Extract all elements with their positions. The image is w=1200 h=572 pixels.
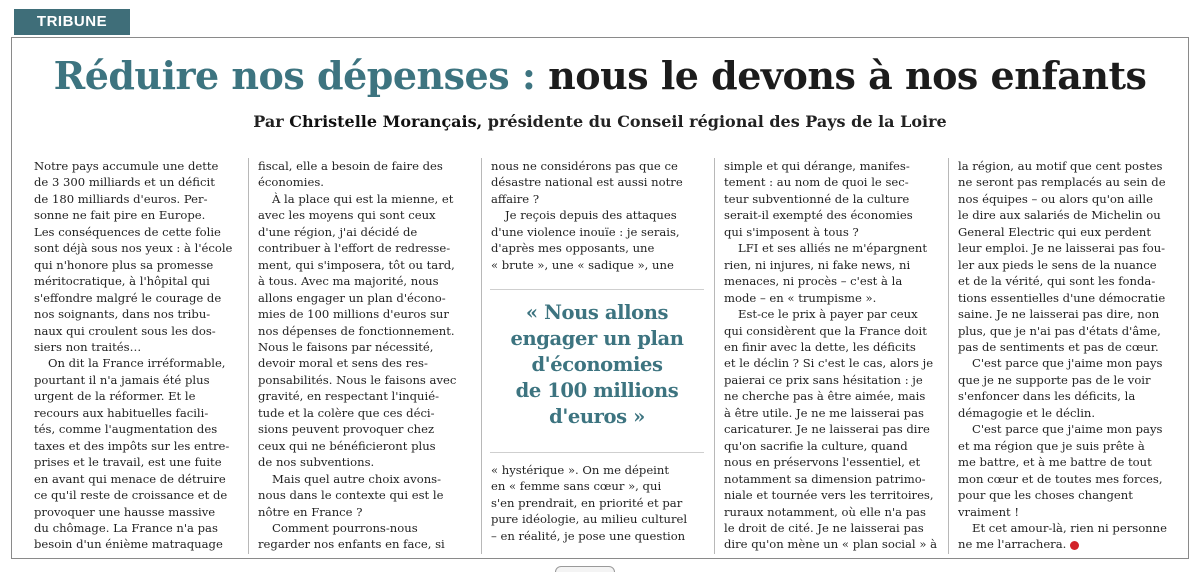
text-line: le droit de cité. Je ne laisserai pas <box>724 520 924 535</box>
headline-accent: Réduire nos dépenses : <box>53 53 536 98</box>
text-line: saine. Je ne laisserai pas dire, non <box>958 307 1160 322</box>
pull-quote-line: d'économies <box>531 353 663 376</box>
text-line: Est-ce le prix à payer par ceux <box>738 307 918 322</box>
page-scroll-handle[interactable] <box>555 566 615 572</box>
article-column-1 <box>34 158 233 553</box>
text-line: notamment sa dimension patrimo- <box>724 471 926 486</box>
text-line: ce qu'il reste de croissance et de <box>34 488 228 503</box>
text-line: s'effondre malgré le courage de <box>34 290 222 305</box>
text-line: taxes et des impôts sur les entre- <box>34 438 230 453</box>
paragraph <box>958 421 1163 520</box>
text-line: C'est parce que j'aime mon pays <box>972 356 1163 371</box>
text-line: qui considèrent que la France doit <box>724 323 927 338</box>
text-line: simple et qui dérange, manifes- <box>724 159 910 173</box>
text-line: la région, au motif que cent postes <box>958 159 1163 173</box>
text-line: méritocratique, à l'hôpital qui <box>34 274 210 289</box>
text-line: LFI et ses alliés ne m'épargnent <box>738 241 927 256</box>
text-line: regarder nos enfants en face, si <box>258 537 445 552</box>
pull-quote-line: engager un plan <box>510 327 684 350</box>
text-line: plus, que je n'ai pas d'états d'âme, <box>958 323 1161 338</box>
text-line: leur emploi. Je ne laisserai pas fou- <box>958 241 1166 256</box>
text-line: à tous. Avec ma majorité, nous <box>258 274 439 289</box>
headline-rest: nous le devons à nos enfants <box>535 53 1147 98</box>
text-line: C'est parce que j'aime mon pays <box>972 422 1163 437</box>
text-line: urgent de la réformer. Et le <box>34 389 196 404</box>
text-line: de 180 milliards d'euros. Per- <box>34 191 208 206</box>
text-line: de 3 300 milliards et un déficit <box>34 175 215 190</box>
text-line: tement : au nom de quoi le sec- <box>724 175 909 190</box>
pull-quote-line: d'euros » <box>549 405 645 428</box>
pull-quote-line: de 100 millions <box>515 379 679 402</box>
text-line: affaire ? <box>491 191 540 206</box>
text-line: rien, ni injures, ni fake news, ni <box>724 257 911 272</box>
text-line: caricaturer. Je ne laisserai pas dire <box>724 422 930 437</box>
text-line: niale et tournée vers les territoires, <box>724 488 934 503</box>
text-line: ment, qui s'imposera, tôt ou tard, <box>258 257 455 272</box>
text-line: nos dépenses de fonctionnement. <box>258 323 455 338</box>
text-line: ne me l'arrachera. <box>958 536 1142 552</box>
text-line: tés, comme l'augmentation des <box>34 422 218 437</box>
text-line: s'en prendrait, en priorité et par <box>491 495 683 510</box>
text-line: nos soignants, dans nos tribu- <box>34 307 211 322</box>
paragraph <box>34 355 230 552</box>
text-line: besoin d'un énième matraquage <box>34 537 223 552</box>
text-line: nous dans le contexte qui est le <box>258 488 444 503</box>
text-line: me battre, et à me battre de tout <box>958 455 1152 470</box>
text-line: teur subventionné de la culture <box>724 191 910 206</box>
text-line: pour que les choses changent <box>958 488 1133 503</box>
paragraph <box>258 520 445 553</box>
text-line: mies de 100 millions d'euros sur <box>258 307 449 322</box>
text-line: en « femme sans cœur », qui <box>491 479 662 494</box>
text-line: Comment pourrons-nous <box>272 520 418 535</box>
text-line: À la place qui est la mienne, et <box>272 191 454 206</box>
paragraph <box>34 158 233 355</box>
paragraph <box>491 207 680 273</box>
text-line: On dit la France irréformable, <box>48 356 226 371</box>
text-line: du chômage. La France n'a pas <box>34 520 218 535</box>
paragraph <box>491 158 683 207</box>
text-line: le dire aux salariés de Michelin ou <box>958 208 1161 223</box>
text-line: démagogie et le déclin. <box>958 405 1096 420</box>
paragraph <box>724 306 938 553</box>
text-line: prises et le travail, est une fuite <box>34 455 222 470</box>
text-line: ler aux pieds le sens de la nuance <box>958 257 1157 272</box>
headline <box>0 52 1200 100</box>
end-mark-icon <box>1070 541 1079 550</box>
text-line: contribuer à l'effort de redresse- <box>258 241 451 256</box>
text-line: « hystérique ». On me dépeint <box>491 463 670 477</box>
text-line: et de la vérité, qui sont les fonda- <box>958 274 1156 289</box>
paragraph <box>258 191 457 471</box>
text-line: Notre pays accumule une dette <box>34 159 219 173</box>
pull-quote <box>490 300 704 430</box>
text-line: provoquer une hausse massive <box>34 504 216 519</box>
text-line: naux qui croulent sous les dos- <box>34 323 216 338</box>
text-line: fiscal, elle a besoin de faire des <box>258 159 443 173</box>
text-line: Je reçois depuis des attaques <box>505 208 677 223</box>
paragraph <box>258 471 442 520</box>
text-line: nos équipes – ou alors qu'on aille <box>958 191 1153 206</box>
text-line: de nos subventions. <box>258 455 375 470</box>
text-line: qu'on sacrifie la culture, quand <box>724 438 908 453</box>
text-line: d'une violence inouïe : je serais, <box>491 224 680 239</box>
pull-quote-rule-bottom <box>490 452 704 453</box>
text-line: paierai ce prix sans hésitation : je <box>724 372 923 387</box>
text-line: allons engager un plan d'écono- <box>258 290 446 305</box>
text-line: s'enfoncer dans les déficits, la <box>958 389 1136 404</box>
text-line: avec les moyens qui sont ceux <box>258 208 436 223</box>
column-divider <box>248 158 249 554</box>
paragraph <box>724 158 913 240</box>
text-line: menaces, ni procès – c'est à la <box>724 274 903 289</box>
text-line: ne seront pas remplacés au sein de <box>958 175 1166 190</box>
text-line: sont déjà sous nos yeux : à l'école <box>34 241 233 256</box>
column-divider <box>948 158 949 554</box>
text-line: économies. <box>258 175 324 190</box>
column-divider <box>714 158 715 554</box>
text-line: sonne ne fait pire en Europe. <box>34 208 206 223</box>
text-line: devoir moral et sens des res- <box>258 356 428 371</box>
text-line: serait-il exempté des économies <box>724 208 913 223</box>
text-line: Et cet amour-là, rien ni personne <box>972 520 1167 535</box>
article-column-5 <box>958 158 1167 553</box>
paragraph <box>491 462 688 544</box>
article-column-3-continued <box>491 462 688 544</box>
paragraph <box>724 240 927 306</box>
text-line: General Electric qui eux perdent <box>958 224 1151 239</box>
text-line: pourtant il n'a jamais été plus <box>34 372 210 387</box>
text-line: et le déclin ? Si c'est le cas, alors je <box>724 356 934 371</box>
text-line: siers non traités… <box>34 339 142 354</box>
paragraph <box>958 158 1166 355</box>
section-tag: TRIBUNE <box>14 9 130 35</box>
byline-author: Christelle Morançais, <box>289 112 483 131</box>
text-line: ponsabilités. Nous le faisons avec <box>258 372 457 387</box>
text-line: Les conséquences de cette folie <box>34 224 221 239</box>
text-line: gravité, en respectant l'inquié- <box>258 389 439 404</box>
text-line: à être utile. Je ne me laisserai pas <box>724 405 924 420</box>
text-line: que je ne supporte pas de le voir <box>958 372 1151 387</box>
text-line: ruraux notamment, où elle n'a pas <box>724 504 927 519</box>
pull-quote-line: « Nous allons <box>525 301 669 324</box>
text-line: nous en préservons l'essentiel, et <box>724 455 921 470</box>
paragraph <box>258 158 442 191</box>
byline-role: présidente du Conseil régional des Pays de la Loire <box>482 112 947 131</box>
byline <box>0 110 1200 134</box>
text-line: pure idéologie, au milieu culturel <box>491 512 688 527</box>
paragraph <box>958 355 1163 421</box>
text-line: vraiment ! <box>958 504 1020 519</box>
text-line: dire qu'on mène un « plan social » à <box>724 537 938 552</box>
byline-prefix: Par <box>253 112 290 131</box>
text-line: mon cœur et de toutes mes forces, <box>958 471 1163 486</box>
text-line: mode – en « trumpisme ». <box>724 290 877 305</box>
text-line: et ma région que je suis prête à <box>958 438 1145 453</box>
text-line: recours aux habituelles facili- <box>34 405 209 420</box>
text-line: d'une région, j'ai décidé de <box>258 224 418 239</box>
text-line: d'après mes opposants, une <box>491 241 655 256</box>
text-line: « brute », une « sadique », une <box>491 257 674 272</box>
text-line: sions peuvent provoquer chez <box>258 422 435 437</box>
text-line: ne cherche pas à être aimée, mais <box>724 389 926 404</box>
text-line: nous ne considérons pas que ce <box>491 159 678 173</box>
text-line: nôtre en France ? <box>258 504 363 519</box>
article-column-4 <box>724 158 938 553</box>
text-line: tude et la colère que ces déci- <box>258 405 435 420</box>
text-line: qui s'imposent à tous ? <box>724 224 859 239</box>
text-line: en finir avec la dette, les déficits <box>724 339 916 354</box>
text-line: Nous le faisons par nécessité, <box>258 339 434 354</box>
article-column-3 <box>491 158 683 273</box>
paragraph <box>958 520 1167 553</box>
text-line: en avant qui menace de détruire <box>34 471 226 486</box>
article-column-2 <box>258 158 457 553</box>
text-line: Mais quel autre choix avons- <box>272 471 442 486</box>
text-line: qui n'honore plus sa promesse <box>34 257 214 272</box>
text-line: pas de sentiments et pas de cœur. <box>958 339 1159 354</box>
text-line: tions essentielles d'une démocratie <box>958 290 1166 305</box>
pull-quote-rule-top <box>490 289 704 290</box>
text-line: ceux qui ne bénéficieront plus <box>258 438 436 453</box>
text-line: désastre national est aussi notre <box>491 175 683 190</box>
column-divider <box>481 158 482 554</box>
text-line: – en réalité, je pose une question <box>491 528 686 543</box>
